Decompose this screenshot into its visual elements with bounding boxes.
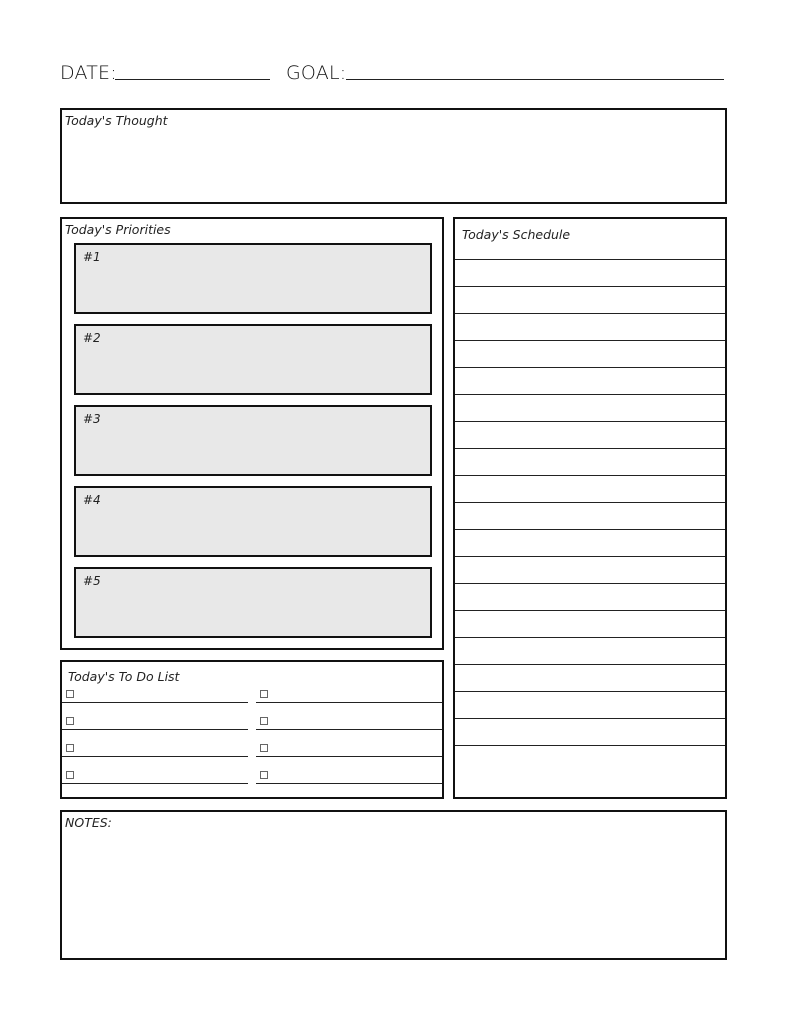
todo-checkbox[interactable] (260, 771, 268, 779)
schedule-row[interactable] (455, 664, 725, 665)
thought-box[interactable] (60, 108, 727, 204)
schedule-row[interactable] (455, 556, 725, 557)
date-field-line[interactable] (115, 79, 270, 80)
todo-checkbox[interactable] (260, 690, 268, 698)
todo-item-line[interactable] (256, 783, 442, 784)
todo-item-line[interactable] (256, 729, 442, 730)
schedule-row[interactable] (455, 691, 725, 692)
todo-item-line[interactable] (256, 702, 442, 703)
schedule-title: Today's Schedule (462, 227, 571, 242)
todo-item-line[interactable] (62, 783, 248, 784)
date-label: DATE: (60, 62, 117, 84)
priority-item-5[interactable] (74, 567, 432, 638)
schedule-row[interactable] (455, 610, 725, 611)
schedule-row[interactable] (455, 394, 725, 395)
schedule-row[interactable] (455, 448, 725, 449)
todo-checkbox[interactable] (260, 744, 268, 752)
schedule-row[interactable] (455, 502, 725, 503)
priority-number: #3 (83, 412, 101, 426)
schedule-row[interactable] (455, 529, 725, 530)
schedule-row[interactable] (455, 367, 725, 368)
thought-title: Today's Thought (65, 113, 168, 128)
schedule-row[interactable] (455, 340, 725, 341)
priority-item-3[interactable] (74, 405, 432, 476)
schedule-row[interactable] (455, 259, 725, 260)
schedule-row[interactable] (455, 745, 725, 746)
todo-checkbox[interactable] (260, 717, 268, 725)
todo-checkbox[interactable] (66, 744, 74, 752)
todo-item-line[interactable] (256, 756, 442, 757)
priority-number: #1 (83, 250, 101, 264)
schedule-row[interactable] (455, 583, 725, 584)
priorities-title: Today's Priorities (65, 222, 171, 237)
todo-item-line[interactable] (62, 702, 248, 703)
todo-item-line[interactable] (62, 729, 248, 730)
todo-title: Today's To Do List (68, 669, 180, 684)
priorities-box (60, 217, 444, 650)
notes-box[interactable] (60, 810, 727, 960)
notes-title: NOTES: (65, 815, 112, 830)
todo-box (60, 660, 444, 799)
schedule-box (453, 217, 727, 799)
schedule-row[interactable] (455, 313, 725, 314)
schedule-row[interactable] (455, 286, 725, 287)
goal-label: GOAL: (286, 62, 347, 84)
todo-item-line[interactable] (62, 756, 248, 757)
priority-item-1[interactable] (74, 243, 432, 314)
priority-item-2[interactable] (74, 324, 432, 395)
schedule-row[interactable] (455, 475, 725, 476)
schedule-row[interactable] (455, 637, 725, 638)
todo-checkbox[interactable] (66, 771, 74, 779)
todo-checkbox[interactable] (66, 690, 74, 698)
priority-number: #5 (83, 574, 101, 588)
schedule-row[interactable] (455, 718, 725, 719)
todo-checkbox[interactable] (66, 717, 74, 725)
priority-item-4[interactable] (74, 486, 432, 557)
schedule-row[interactable] (455, 421, 725, 422)
priority-number: #2 (83, 331, 101, 345)
priority-number: #4 (83, 493, 101, 507)
goal-field-line[interactable] (346, 79, 724, 80)
